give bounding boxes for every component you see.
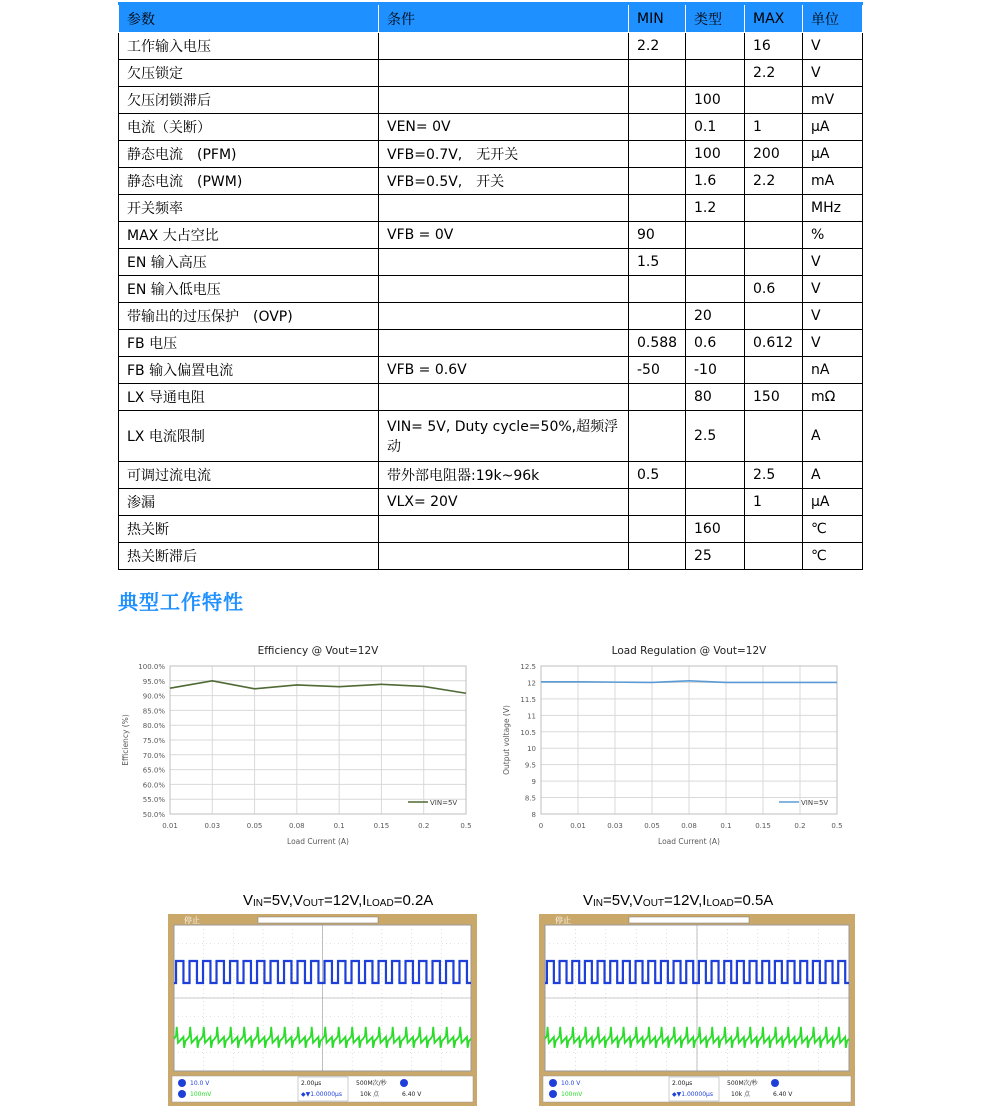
cell-typ: 160 [686,516,745,543]
cell-unit: μA [803,489,863,516]
cell-max [745,357,803,384]
cell-min [629,141,686,168]
cell-unit: % [803,222,863,249]
waveform-title-part: LOAD [706,898,734,909]
cell-condition [379,543,629,570]
cell-unit: V [803,249,863,276]
cell-param: 可调过流电流 [119,462,379,489]
y-tick-label: 55.0% [142,796,165,805]
table-row [119,303,863,330]
scope-screen-1 [168,914,477,1106]
table-header-row [119,4,863,33]
header-typ: 类型 [686,4,745,33]
cell-unit: μA [803,114,863,141]
cell-typ: 0.6 [686,330,745,357]
waveform-title-part: V [243,892,254,909]
x-axis-label: Load Current (A) [658,837,720,846]
cell-max [745,411,803,462]
cell-condition: VLX= 20V [379,489,629,516]
cell-max [745,87,803,114]
scope-info-bar [543,1076,851,1102]
waveform-title-part: =12V,I [324,892,367,909]
cell-param: EN 输入低电压 [119,276,379,303]
cell-min [629,195,686,222]
cell-typ: 100 [686,87,745,114]
cell-param: 静态电流 (PFM) [119,141,379,168]
cell-typ: 100 [686,141,745,168]
table-row [119,384,863,411]
trigger-level: 6.40 V [773,1091,793,1098]
cell-param: 电流（关断） [119,114,379,141]
timebase: 2.00μs [301,1080,322,1087]
header-condition: 条件 [379,4,629,33]
cell-condition [379,33,629,60]
ch1-badge [549,1079,557,1087]
y-axis-label: Efficiency (%) [121,714,130,766]
cell-min [629,303,686,330]
header-unit: 单位 [803,4,863,33]
cell-typ [686,33,745,60]
cell-condition [379,384,629,411]
table-row [119,33,863,60]
cell-param: 工作输入电压 [119,33,379,60]
cell-typ: 1.6 [686,168,745,195]
x-tick-label: 0.08 [289,822,305,830]
cell-condition [379,516,629,543]
table-row [119,516,863,543]
cell-typ: -10 [686,357,745,384]
x-tick-label: 0.03 [204,822,221,830]
cell-min: -50 [629,357,686,384]
trigger-position: ◆▼1.00000μs [301,1091,342,1098]
table-row [119,222,863,249]
cell-condition [379,303,629,330]
header-max: MAX [745,4,803,33]
y-tick-label: 11.5 [520,695,536,704]
ch1-scale: 10.0 V [561,1080,581,1087]
cell-param: 欠压锁定 [119,60,379,87]
waveform-title-part: =5V,V [603,892,643,909]
cell-max: 16 [745,33,803,60]
table-body [119,33,863,570]
cell-max: 1 [745,114,803,141]
cell-unit: mV [803,87,863,114]
table-row [119,195,863,222]
waveform-title-part: =0.2A [393,892,434,909]
cell-unit: V [803,276,863,303]
table-row [119,114,863,141]
y-tick-label: 12.5 [520,663,536,671]
sample-rate: 500M次/秒 [356,1080,387,1087]
cell-typ [686,249,745,276]
cell-param: 热关断 [119,516,379,543]
trigger-badge [400,1079,408,1087]
scope-position-bar [629,917,749,923]
x-tick-label: 0.5 [460,822,472,830]
cell-max: 200 [745,141,803,168]
cell-min [629,276,686,303]
cell-typ [686,462,745,489]
cell-typ [686,60,745,87]
waveform-title-part: V [583,892,594,909]
cell-typ [686,276,745,303]
cell-typ [686,489,745,516]
waveform-title-part: =0.5A [733,892,774,909]
y-tick-label: 70.0% [142,751,165,760]
waveform-title-part: OUT [302,898,325,909]
cell-condition: VFB=0.5V, 开关 [379,168,629,195]
table-row [119,543,863,570]
x-tick-label: 0.05 [246,822,263,830]
cell-condition: VIN= 5V, Duty cycle=50%,超频浮动 [379,411,629,462]
cell-unit: mA [803,168,863,195]
cell-max [745,195,803,222]
trigger-badge [771,1079,779,1087]
waveform-title-part: IN [593,898,604,909]
x-tick-label: 0.08 [681,822,697,830]
cell-param: 开关频率 [119,195,379,222]
ch2-scale: 100mV [190,1091,212,1098]
cell-param: 静态电流 (PWM) [119,168,379,195]
efficiency-chart [118,638,488,858]
cell-unit: μA [803,141,863,168]
cell-max: 2.2 [745,168,803,195]
cell-min: 2.2 [629,33,686,60]
cell-max [745,249,803,276]
cell-max: 150 [745,384,803,411]
y-tick-label: 100.0% [138,663,165,671]
y-tick-label: 11 [527,712,536,721]
ch2-scale: 100mV [561,1091,583,1098]
table-row [119,141,863,168]
scope-position-bar [258,917,378,923]
cell-param: MAX 大占空比 [119,222,379,249]
table-row [119,276,863,303]
header-param: 参数 [119,4,379,33]
cell-min [629,411,686,462]
cell-unit: A [803,462,863,489]
section-title: 典型工作特性 [118,590,244,614]
cell-param: LX 导通电阻 [119,384,379,411]
table-row [119,60,863,87]
y-tick-label: 60.0% [142,781,165,790]
record-length: 10k 点 [360,1091,380,1098]
y-tick-label: 9.5 [524,761,536,770]
legend-label: VIN=5V [430,799,458,807]
cell-max [745,303,803,330]
y-axis-label: Output voltage (V) [502,705,511,775]
x-tick-label: 0.2 [418,822,430,830]
cell-typ: 25 [686,543,745,570]
cell-condition: VEN= 0V [379,114,629,141]
y-tick-label: 10 [527,745,536,754]
y-tick-label: 8 [531,811,536,819]
cell-param: 带输出的过压保护 (OVP) [119,303,379,330]
legend-label: VIN=5V [801,799,829,807]
cell-condition [379,195,629,222]
chart-title: Load Regulation @ Vout=12V [611,645,767,657]
x-tick-label: 0.15 [755,822,771,830]
cell-condition: VFB = 0.6V [379,357,629,384]
cell-min [629,516,686,543]
header-min: MIN [629,4,686,33]
cell-param: 热关断滞后 [119,543,379,570]
cell-unit: MHz [803,195,863,222]
cell-param: 渗漏 [119,489,379,516]
cell-min: 0.588 [629,330,686,357]
cell-max: 1 [745,489,803,516]
x-tick-label: 0.1 [333,822,345,830]
waveform-title-part: IN [253,898,264,909]
cell-param: FB 电压 [119,330,379,357]
waveform-title-2 [583,892,773,909]
series-line [170,681,466,693]
cell-min [629,60,686,87]
cell-condition: VFB=0.7V, 无开关 [379,141,629,168]
cell-typ: 0.1 [686,114,745,141]
y-tick-label: 90.0% [142,692,165,701]
cell-min [629,384,686,411]
cell-condition [379,87,629,114]
waveform-title-part: =5V,V [263,892,303,909]
cell-unit: V [803,303,863,330]
x-tick-label: 0.2 [794,822,806,830]
ch2-badge [178,1090,186,1098]
chart-title: Efficiency @ Vout=12V [257,645,379,657]
cell-unit: A [803,411,863,462]
table-row [119,168,863,195]
y-tick-label: 80.0% [142,722,165,731]
timebase: 2.00μs [672,1080,693,1087]
cell-unit: nA [803,357,863,384]
cell-min [629,87,686,114]
cell-max [745,543,803,570]
cell-max: 2.5 [745,462,803,489]
table-row [119,330,863,357]
cell-unit: mΩ [803,384,863,411]
ch1-badge [178,1079,186,1087]
table-row [119,249,863,276]
cell-min [629,489,686,516]
y-tick-label: 12 [527,679,536,688]
cell-unit: ℃ [803,543,863,570]
cell-condition [379,60,629,87]
cell-max: 2.2 [745,60,803,87]
x-tick-label: 0.01 [162,822,178,830]
table-row [119,462,863,489]
ch2-badge [549,1090,557,1098]
spec-table [118,2,863,570]
x-tick-label: 0.03 [607,822,623,830]
cell-max: 0.612 [745,330,803,357]
cell-condition: VFB = 0V [379,222,629,249]
cell-typ: 20 [686,303,745,330]
waveform-title-part: =12V,I [664,892,707,909]
cell-condition [379,330,629,357]
scope-status: 停止 [184,916,200,925]
x-axis-label: Load Current (A) [287,837,349,846]
cell-min [629,543,686,570]
cell-param: FB 输入偏置电流 [119,357,379,384]
x-tick-label: 0.01 [570,822,586,830]
y-tick-label: 75.0% [142,737,165,745]
cell-condition [379,276,629,303]
cell-condition [379,249,629,276]
x-tick-label: 0.1 [720,822,732,830]
cell-unit: V [803,330,863,357]
x-tick-label: 0.15 [373,822,390,830]
sample-rate: 500M次/秒 [727,1080,758,1087]
waveform-title-part: OUT [642,898,665,909]
cell-max [745,516,803,543]
cell-param: LX 电流限制 [119,411,379,462]
cell-condition: 带外部电阻器:19k~96k [379,462,629,489]
y-tick-label: 10.5 [520,728,536,737]
cell-max: 0.6 [745,276,803,303]
ch1-scale: 10.0 V [190,1080,210,1087]
trigger-level: 6.40 V [402,1091,422,1098]
y-tick-label: 8.5 [524,794,536,803]
waveform-title-1 [243,892,433,909]
y-tick-label: 50.0% [142,811,165,819]
cell-param: EN 输入高压 [119,249,379,276]
table-row [119,411,863,462]
table-row [119,489,863,516]
x-tick-label: 0.05 [644,822,660,830]
waveform-title-part: LOAD [366,898,394,909]
cell-max [745,222,803,249]
cell-unit: V [803,60,863,87]
x-tick-label: 0 [538,822,544,830]
cell-typ: 80 [686,384,745,411]
y-tick-label: 9 [531,778,536,787]
x-tick-label: 0.5 [831,822,843,830]
cell-min: 1.5 [629,249,686,276]
cell-typ [686,222,745,249]
cell-min [629,168,686,195]
table-row [119,357,863,384]
scope-screen-2 [539,914,855,1106]
cell-typ: 2.5 [686,411,745,462]
cell-min [629,114,686,141]
cell-typ: 1.2 [686,195,745,222]
scope-status: 停止 [555,916,571,925]
cell-unit: ℃ [803,516,863,543]
record-length: 10k 点 [731,1091,751,1098]
trigger-position: ◆▼1.00000μs [672,1091,713,1098]
cell-param: 欠压闭锁滞后 [119,87,379,114]
y-tick-label: 65.0% [142,766,165,775]
cell-min: 0.5 [629,462,686,489]
cell-min: 90 [629,222,686,249]
load-regulation-chart [495,638,865,858]
scope-info-bar [172,1076,473,1102]
y-tick-label: 95.0% [142,677,165,686]
table-row [119,87,863,114]
y-tick-label: 85.0% [142,707,165,716]
cell-unit: V [803,33,863,60]
